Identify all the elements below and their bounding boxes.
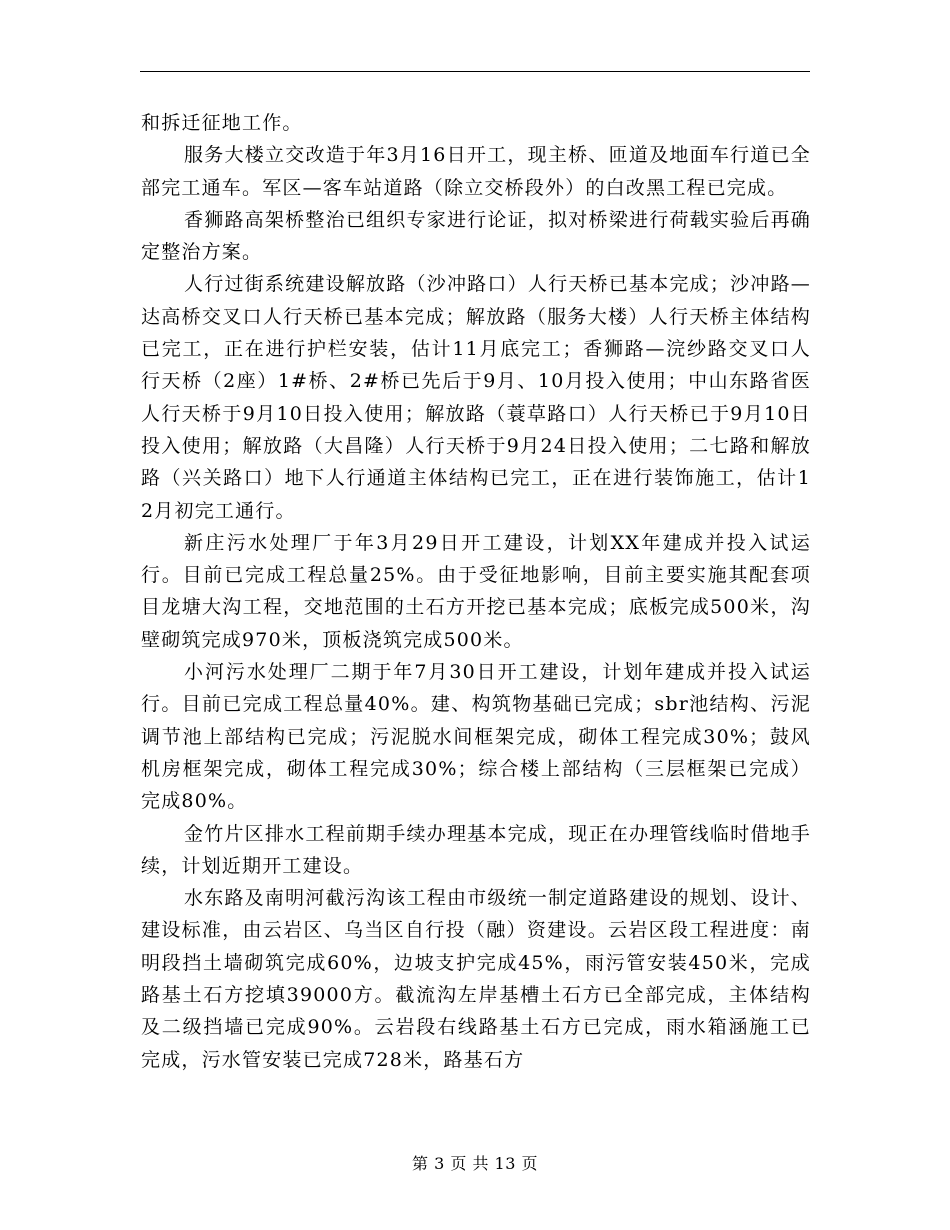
paragraph-xiaohe-sewage-plant: 小河污水处理厂二期于年7月30日开工建设，计划年建成并投入试运行。目前已完成工程总量40%。建、构筑物基础已完成；sbr池结构、污泥调节池上部结构已完成；污泥脱水间框架完成，砌体工程完成30%；鼓风机房框架完成，砌体工程完成30%；综合楼上部结构（三层框架已完成）完成80%。 [141, 661, 811, 813]
paragraph-service-building-interchange: 服务大楼立交改造于年3月16日开工，现主桥、匝道及地面车行道已全部完工通车。军区—客车站道路（除立交桥段外）的白改黑工程已完成。 [141, 144, 811, 199]
paragraph-xinzhuang-sewage-plant: 新庄污水处理厂于年3月29日开工建设，计划XX年建成并投入试运行。目前已完成工程总量25%。由于受征地影响，目前主要实施其配套项目龙塘大沟工程，交地范围的土石方开挖已基本完成；底板完成500米，沟壁砌筑完成970米，顶板浇筑完成500米。 [141, 531, 811, 651]
page-number: 第 3 页 共 13 页 [412, 1154, 538, 1173]
document-body [141, 107, 811, 1076]
paragraph-xiangshi-viaduct: 香狮路高架桥整治已组织专家进行论证，拟对桥梁进行荷载实验后再确定整治方案。 [141, 208, 811, 264]
paragraph-pedestrian-bridges: 人行过街系统建设解放路（沙冲路口）人行天桥已基本完成；沙冲路—达高桥交叉口人行天桥已基本完成；解放路（服务大楼）人行天桥主体结构已完工，正在进行护栏安装，估计11月底完工；香狮路—浣纱路交叉口人行天桥（2座）1#桥、2#桥已先后于9月、10月投入使用；中山东路省医人行天桥于9月10日投入使用；解放路（蓑草路口）人行天桥已于9月10日投入使用；解放路（大昌隆）人行天桥于9月24日投入使用；二七路和解放路（兴关路口）地下人行通道主体结构已完工，正在进行装饰施工，估计12月初完工通行。 [141, 273, 811, 522]
paragraph-jinzhu-drainage: 金竹片区排水工程前期手续办理基本完成，现正在办理管线临时借地手续，计划近期开工建设。 [141, 822, 811, 877]
paragraph-continuation: 和拆迁征地工作。 [141, 112, 303, 134]
paragraph-shuidong-road: 水东路及南明河截污沟该工程由市级统一制定道路建设的规划、设计、建设标准，由云岩区、乌当区自行投（融）资建设。云岩区段工程进度：南明段挡土墙砌筑完成60%，边坡支护完成45%，雨污管安装450米，完成路基土石方挖填39000方。截流沟左岸基槽土石方已全部完成，主体结构及二级挡墙已完成90%。云岩段右线路基土石方已完成，雨水箱涵施工已完成，污水管安装已完成728米，路基石方 [141, 887, 811, 1071]
header-rule [140, 71, 810, 72]
